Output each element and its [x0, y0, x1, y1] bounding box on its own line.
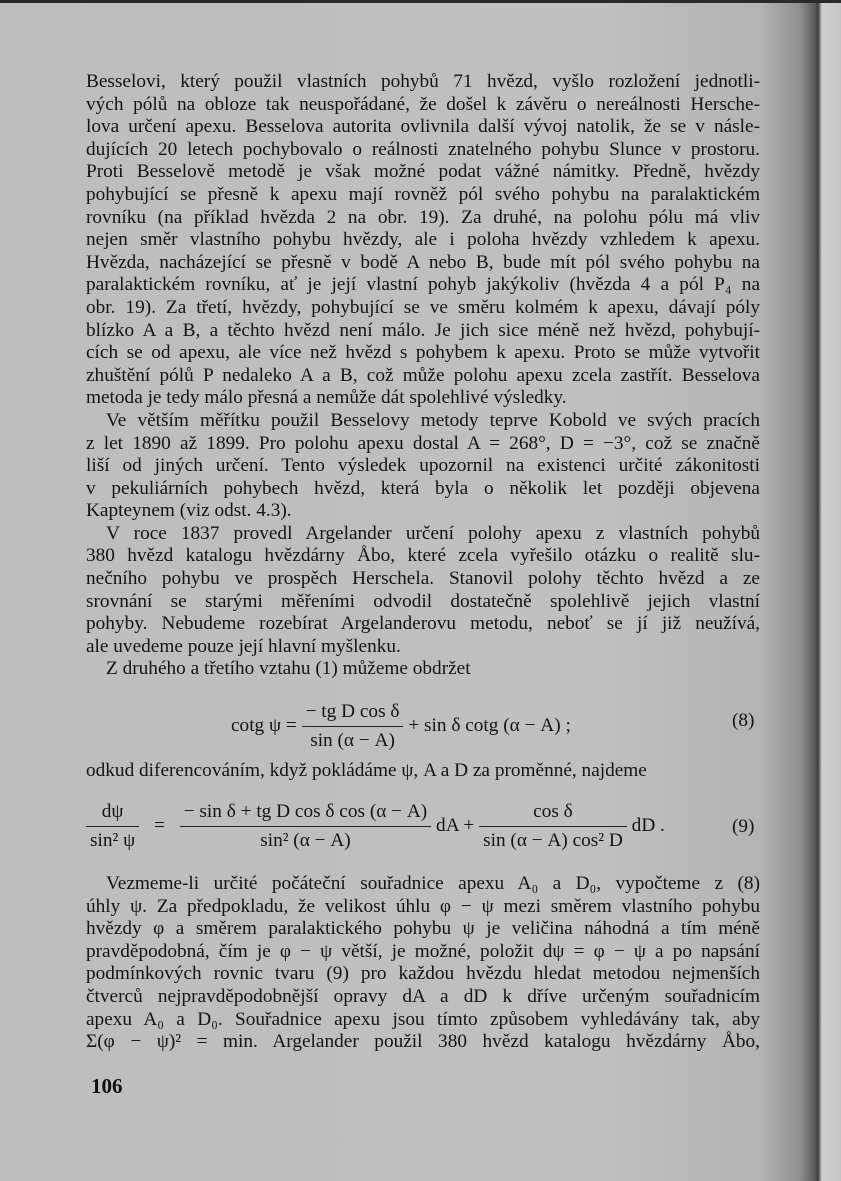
text-line: nejen směr vlastního pohybu hvězdy, ale i poloha hvězdy vzhledem k apexu.	[86, 229, 760, 251]
eq8-fraction	[302, 701, 404, 752]
equation-8-number: (8)	[732, 710, 755, 731]
body-text-bottom	[86, 873, 760, 1054]
text-line: dujících 20 letech pochybovalo o reálnosti znatelného pohybu Slunce v prostoru.	[86, 138, 760, 160]
eq9-lhs-denominator: sin² ψ	[90, 830, 136, 851]
text-line: čtverců nejpravděpodobnější opravy dA a dD k dříve určeným souřadnicím	[86, 985, 760, 1007]
text-line: Ve větším měřítku použil Besselovy metody teprve Kobold ve svých pracích	[106, 409, 760, 431]
eq9-term2-fraction	[479, 801, 627, 852]
text-line: úhly ψ. Za předpokladu, že velikost úhlu φ − ψ mezi směrem vlastního pohybu	[86, 895, 760, 917]
paragraph-intro-eq8	[86, 658, 760, 681]
equation-8	[231, 701, 571, 752]
text-line: V roce 1837 provedl Argelander určení polohy apexu z vlastních pohybů	[106, 522, 760, 544]
eq9-term1-numerator: − sin δ + tg D cos δ cos (α − A)	[180, 801, 432, 827]
text-line: Vezmeme-li určité počáteční souřadnice apexu A₀ a D₀, vypočteme z (8)	[106, 873, 760, 894]
body-text-top	[86, 71, 760, 681]
text-line: apexu A₀ a D₀. Souřadnice apexu jsou tímto způsobem vyhledávány tak, aby	[86, 1008, 760, 1030]
eq8-numerator: − tg D cos δ	[302, 701, 404, 727]
equation-9-number: (9)	[732, 816, 755, 837]
page-number: 106	[91, 1074, 123, 1098]
text-line: metoda je tedy málo přesná a nemůže dát spolehlivé výsledky.	[86, 387, 567, 409]
text-line: obr. 19). Za třetí, hvězdy, pohybující se ve směru kolmém k apexu, dávají póly	[86, 296, 760, 318]
eq8-lhs: cotg ψ =	[231, 714, 297, 736]
text-line: Kapteynem (viz odst. 4.3).	[86, 500, 292, 522]
text-line: vých pólů na obloze tak neuspořádané, že došel k závěru o nereálnosti Hersche-	[86, 93, 760, 115]
equation-9	[86, 801, 665, 852]
eq9-term2-suffix: dD .	[631, 814, 665, 836]
text-line: v pekuliárních pohybech hvězd, která byla o několik let později objevena	[86, 477, 760, 499]
text-line: lova určení apexu. Besselova autorita ovlivnila další vývoj natolik, že se v násle-	[86, 116, 760, 138]
eq9-term1-suffix: dA +	[436, 814, 475, 836]
text-line: zhuštění pólů P nedaleko A a B, což může polohu apexu zcela zastřít. Besselova	[86, 364, 760, 386]
paragraph-argelander-method	[86, 873, 760, 1054]
text-line: Z druhého a třetího vztahu (1) můžeme obdržet	[106, 658, 471, 680]
eq9-term2-denominator: sin (α − A) cos² D	[483, 830, 623, 851]
text-line: Hvězda, nacházející se přesně v bodě A nebo B, bude mít pól svého pohybu na	[86, 251, 760, 273]
text-line: ale uvedeme pouze její hlavní myšlenku.	[86, 635, 401, 657]
eq9-term1-fraction	[180, 801, 432, 852]
eq9-lhs-numerator: dψ	[86, 801, 139, 827]
text-line: Σ(φ − ψ)² = min. Argelander použil 380 hvězd katalogu hvězdárny Åbo,	[86, 1031, 760, 1053]
text-line: cích se od apexu, ale více než hvězd s pohybem k apexu. Proto se může vytvořit	[86, 342, 760, 364]
text-line-differentiation: odkud diferencováním, když pokládáme ψ, A a D za proměnné, najdeme	[86, 760, 647, 781]
text-line: pohyby. Nebudeme rozebírat Argelanderovu metodu, neboť se jí již neužívá,	[86, 613, 760, 635]
text-line: 380 hvězd katalogu hvězdárny Åbo, které zcela vyřešilo otázku o realitě slu-	[86, 545, 760, 567]
text-line: srovnání se starými měřeními odvodil dostatečně spolehlivě jejich vlastní	[86, 590, 760, 612]
text-line: rovníku (na příklad hvězda 2 na obr. 19). Za druhé, na polohu pólu má vliv	[86, 206, 760, 228]
text-line: podmínkových rovnic tvaru (9) pro každou hvězdu hledat metodou nejmenších	[86, 963, 760, 985]
eq9-equals: =	[154, 814, 165, 836]
text-line: blízko A a B, a těchto hvězd není málo. Je jich sice méně než hvězd, pohybují-	[86, 319, 760, 341]
paragraph-kobold	[86, 410, 760, 523]
eq9-term2-numerator: cos δ	[479, 801, 627, 827]
paragraph-argelander	[86, 523, 760, 659]
text-line: Proti Besselově metodě je však možné podat vážné námitky. Předně, hvězdy	[86, 161, 760, 183]
text-line: liší od jiných určení. Tento výsledek upozornil na existenci určité zákonitosti	[86, 455, 760, 477]
text-line: pohybující se přesně k apexu mají rovněž pól svého pohybu na paralaktickém	[86, 183, 760, 205]
book-page	[0, 3, 841, 1181]
text-line: Besselovi, který použil vlastních pohybů 71 hvězd, vyšlo rozložení jednotli-	[86, 71, 760, 92]
eq9-term1-denominator: sin² (α − A)	[260, 830, 351, 851]
eq9-lhs-fraction	[86, 801, 139, 852]
text-line: pravděpodobná, čím je φ − ψ větší, je možné, položit dψ = φ − ψ a po napsání	[86, 940, 760, 962]
text-line: z let 1890 až 1899. Pro polohu apexu dostal A = 268°, D = −3°, což se značně	[86, 432, 760, 454]
text-line: paralaktickém rovníku, ať je její vlastní pohyb jakýkoliv (hvězda 4 a pól P₄ na	[86, 274, 760, 296]
eq8-rhs: + sin δ cotg (α − A) ;	[408, 714, 571, 736]
text-line: hvězdy φ a směrem paralaktického pohybu ψ je veličina náhodná a tím méně	[86, 918, 760, 940]
paragraph-bessel-critique	[86, 71, 760, 410]
eq8-denominator: sin (α − A)	[310, 730, 395, 751]
text-line: nečního pohybu ve prospěch Herschela. Stanovil polohy těchto hvězd a ze	[86, 568, 760, 590]
